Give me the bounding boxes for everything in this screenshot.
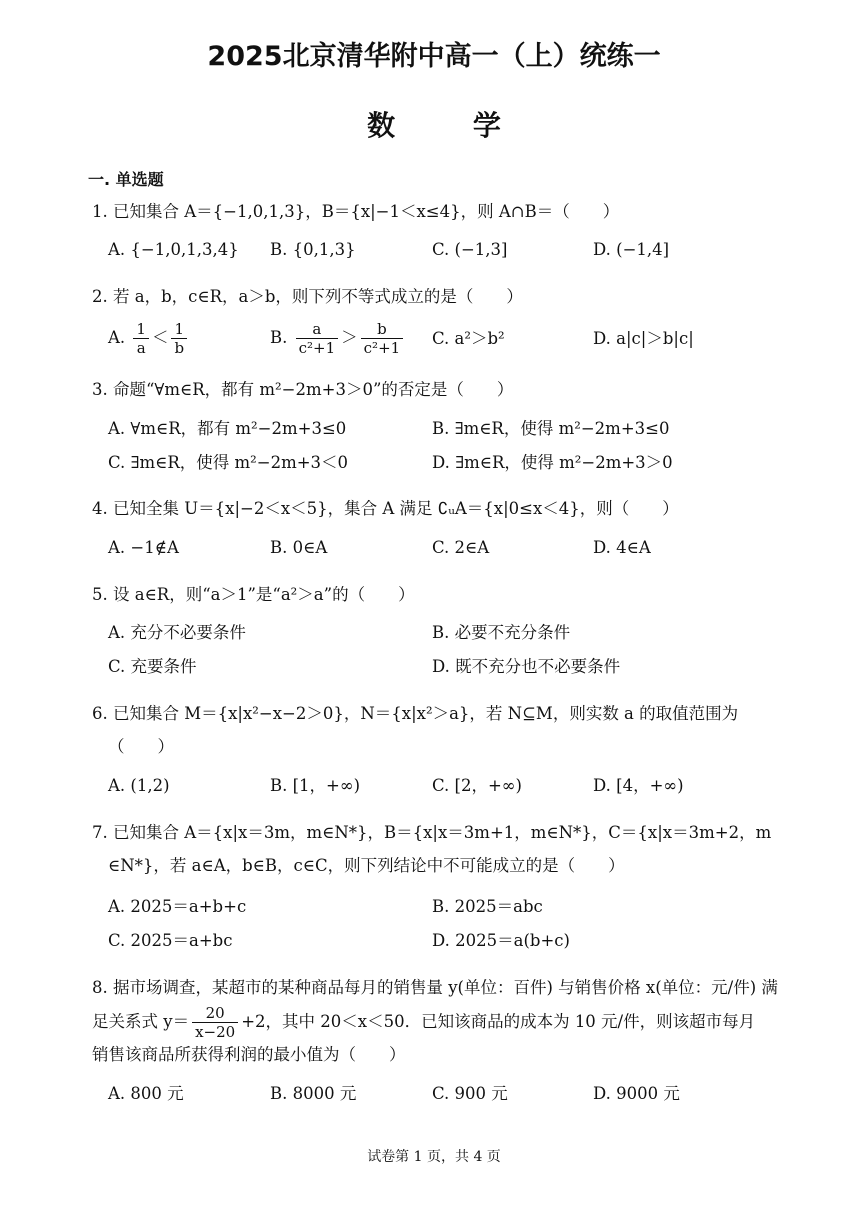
fraction: [192, 1004, 238, 1041]
question-2-option-a: [108, 320, 190, 357]
question-7-option-c: C. 2025＝a+bc: [108, 931, 233, 950]
question-3-stem: 3. 命题“∀m∈R，都有 m²−2m+3＞0”的否定是（ ）: [92, 380, 514, 399]
question-5-stem: 5. 设 a∈R，则“a＞1”是“a²＞a”的（ ）: [92, 585, 415, 604]
question-4-option-c: C. 2∈A: [432, 538, 490, 557]
option-letter: B.: [270, 328, 288, 347]
stem-text: 足关系式 y＝: [92, 1012, 190, 1031]
question-1-option-b: B. {0,1,3}: [270, 240, 356, 259]
question-6-stem-continued: （ ）: [108, 737, 174, 756]
option-letter: A.: [108, 328, 126, 347]
stem-text: +2，其中 20＜x＜50．已知该商品的成本为 10 元/件，则该超市每月: [241, 1012, 756, 1031]
question-7-option-d: D. 2025＝a(b+c): [432, 931, 570, 950]
question-4-option-d: D. 4∈A: [593, 538, 651, 557]
question-2-option-c: C. a²＞b²: [432, 329, 505, 348]
question-7-option-a: A. 2025＝a+b+c: [108, 897, 247, 916]
question-5-option-d: D. 既不充分也不必要条件: [432, 657, 621, 676]
exam-title: 2025北京清华附中高一（上）统练一: [207, 41, 661, 72]
subject-title: 数 学: [367, 109, 535, 142]
question-8-stem-continued: 销售该商品所获得利润的最小值为（ ）: [92, 1045, 406, 1064]
question-8-option-a: A. 800 元: [108, 1084, 184, 1103]
question-1-stem: 1. 已知集合 A＝{−1,0,1,3}，B＝{x|−1＜x≤4}，则 A∩B＝（ ）: [92, 202, 620, 221]
operator: ＞: [341, 328, 358, 347]
operator: ＜: [151, 328, 169, 347]
numerator: b: [361, 320, 404, 339]
question-5-option-c: C. 充要条件: [108, 657, 197, 676]
question-3-option-d: D. ∃m∈R，使得 m²−2m+3＞0: [432, 453, 673, 472]
page-footer: 试卷第 1 页，共 4 页: [367, 1149, 501, 1165]
question-6-option-d: D. [4，+∞): [593, 776, 684, 795]
denominator: x−20: [195, 1023, 236, 1041]
question-4-option-a: A. −1∉A: [108, 538, 179, 557]
denominator: b: [174, 339, 185, 357]
denominator: c²+1: [363, 339, 401, 357]
question-2-option-b: [270, 320, 406, 357]
numerator: 1: [171, 320, 187, 339]
question-3-option-b: B. ∃m∈R，使得 m²−2m+3≤0: [432, 419, 670, 438]
question-6-stem: 6. 已知集合 M＝{x|x²−x−2＞0}，N＝{x|x²＞a}，若 N⊆M，则实数 a 的取值范围为: [92, 704, 739, 723]
numerator: a: [296, 320, 339, 339]
question-1-option-c: C. (−1,3]: [432, 240, 508, 259]
question-6-option-a: A. (1,2): [108, 776, 170, 795]
section-heading: 一. 单选题: [88, 170, 164, 189]
denominator: c²+1: [298, 339, 336, 357]
question-2-option-d: D. a|c|＞b|c|: [593, 329, 694, 348]
fraction: [296, 320, 339, 357]
denominator: a: [136, 339, 146, 357]
numerator: 20: [192, 1004, 238, 1023]
numerator: 1: [133, 320, 149, 339]
question-6-option-b: B. [1，+∞): [270, 776, 361, 795]
question-8-stem-formula-line: [92, 1002, 755, 1042]
question-5-option-a: A. 充分不必要条件: [108, 623, 246, 642]
question-3-option-a: A. ∀m∈R，都有 m²−2m+3≤0: [108, 419, 347, 438]
question-2-stem: 2. 若 a，b，c∈R，a＞b，则下列不等式成立的是（ ）: [92, 287, 523, 306]
question-1-option-a: A. {−1,0,1,3,4}: [108, 240, 239, 259]
question-3-option-c: C. ∃m∈R，使得 m²−2m+3＜0: [108, 453, 349, 472]
question-8-option-d: D. 9000 元: [593, 1084, 680, 1103]
fraction: [133, 320, 149, 357]
question-7-stem-continued: ∈N*}，若 a∈A，b∈B，c∈C，则下列结论中不可能成立的是（ ）: [108, 856, 625, 875]
question-1-option-d: D. (−1,4]: [593, 240, 670, 259]
fraction: [361, 320, 404, 357]
question-4-option-b: B. 0∈A: [270, 538, 328, 557]
question-4-stem: 4. 已知全集 U＝{x|−2＜x＜5}，集合 A 满足 ∁ᵤA＝{x|0≤x＜4}，则（ ）: [92, 499, 679, 518]
fraction: [171, 320, 187, 357]
question-5-option-b: B. 必要不充分条件: [432, 623, 571, 642]
question-8-option-c: C. 900 元: [432, 1084, 508, 1103]
question-7-option-b: B. 2025＝abc: [432, 897, 543, 916]
question-6-option-c: C. [2，+∞): [432, 776, 522, 795]
question-8-stem: 8. 据市场调查，某超市的某种商品每月的销售量 y(单位：百件) 与销售价格 x(单位：元/件) 满: [92, 978, 778, 997]
question-7-stem: 7. 已知集合 A＝{x|x＝3m，m∈N*}，B＝{x|x＝3m+1，m∈N*}，C＝{x|x＝3m+2，m: [92, 823, 772, 842]
question-8-option-b: B. 8000 元: [270, 1084, 357, 1103]
